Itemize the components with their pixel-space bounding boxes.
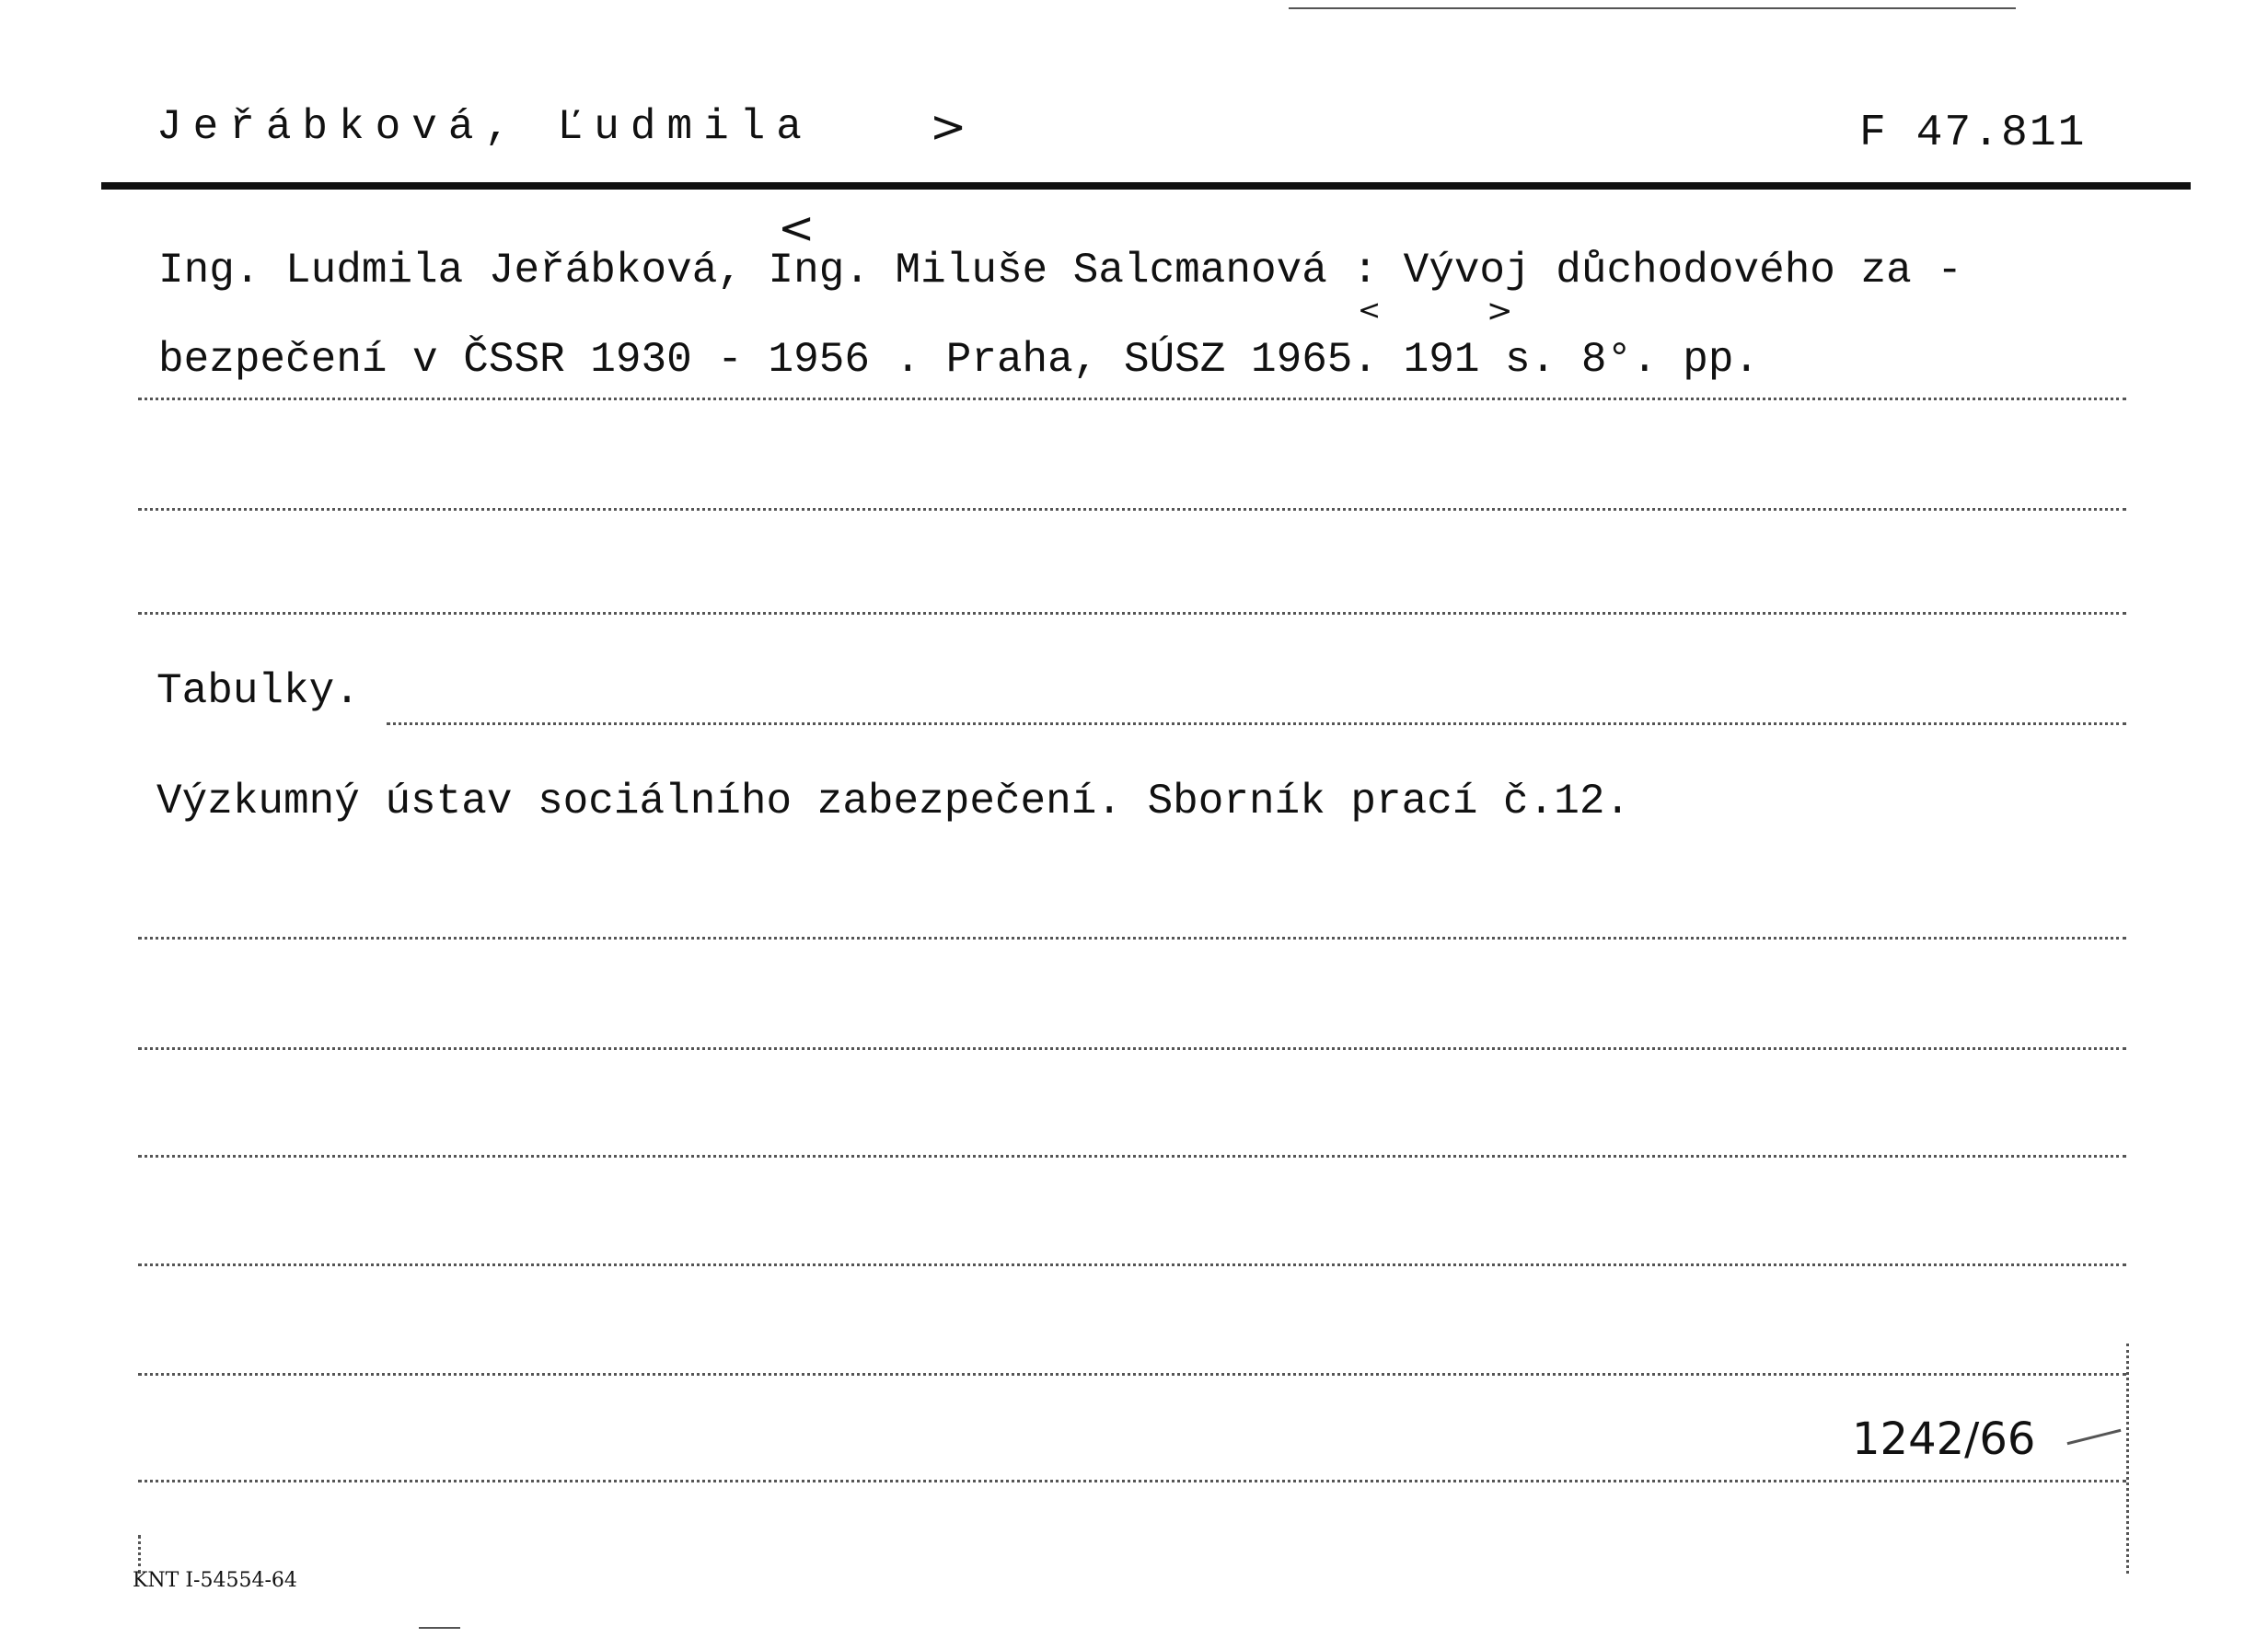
note-tables: Tabulky.	[156, 667, 360, 715]
editor-mark: <	[778, 202, 816, 254]
ruled-line	[387, 722, 2126, 725]
title-line-1: Ing. Ludmila Jeřábková, Ing. Miluše Salcmanová : Vývoj důchodového za -	[158, 247, 1962, 294]
accession-number: 1242/66	[1852, 1413, 2036, 1465]
right-margin-dots	[2126, 1344, 2129, 1574]
printer-mark: KNT I-54554-64	[133, 1569, 297, 1592]
accession-stroke	[2067, 1429, 2122, 1445]
heading-bracket: >	[930, 101, 967, 153]
ruled-line	[138, 1263, 2126, 1266]
ruled-line	[138, 937, 2126, 940]
ruled-line	[138, 508, 2126, 511]
heading-rule	[101, 182, 2191, 190]
left-margin-dots	[138, 1535, 141, 1574]
title-line-2: bezpečení v ČSSR 1930 - 1956 . Praha, SÚSZ 1965. 191 s. 8°. pp.	[158, 336, 1760, 384]
series-statement: Výzkumný ústav sociálního zabezpečení. Sborník prací č.12.	[156, 778, 1631, 825]
call-number: F 47.811	[1859, 109, 2087, 158]
heading-author: Jeřábková, Ľudmila	[156, 103, 813, 151]
editor-mark: >	[1487, 293, 1513, 329]
ruled-line	[138, 1480, 2126, 1482]
ruled-line	[138, 398, 2126, 400]
bottom-scan-line	[419, 1627, 460, 1629]
ruled-line	[138, 1047, 2126, 1050]
editor-mark: <	[1358, 294, 1382, 327]
ruled-line	[138, 1373, 2126, 1376]
top-scan-line	[1289, 7, 2016, 9]
ruled-line	[138, 612, 2126, 615]
ruled-line	[138, 1155, 2126, 1158]
